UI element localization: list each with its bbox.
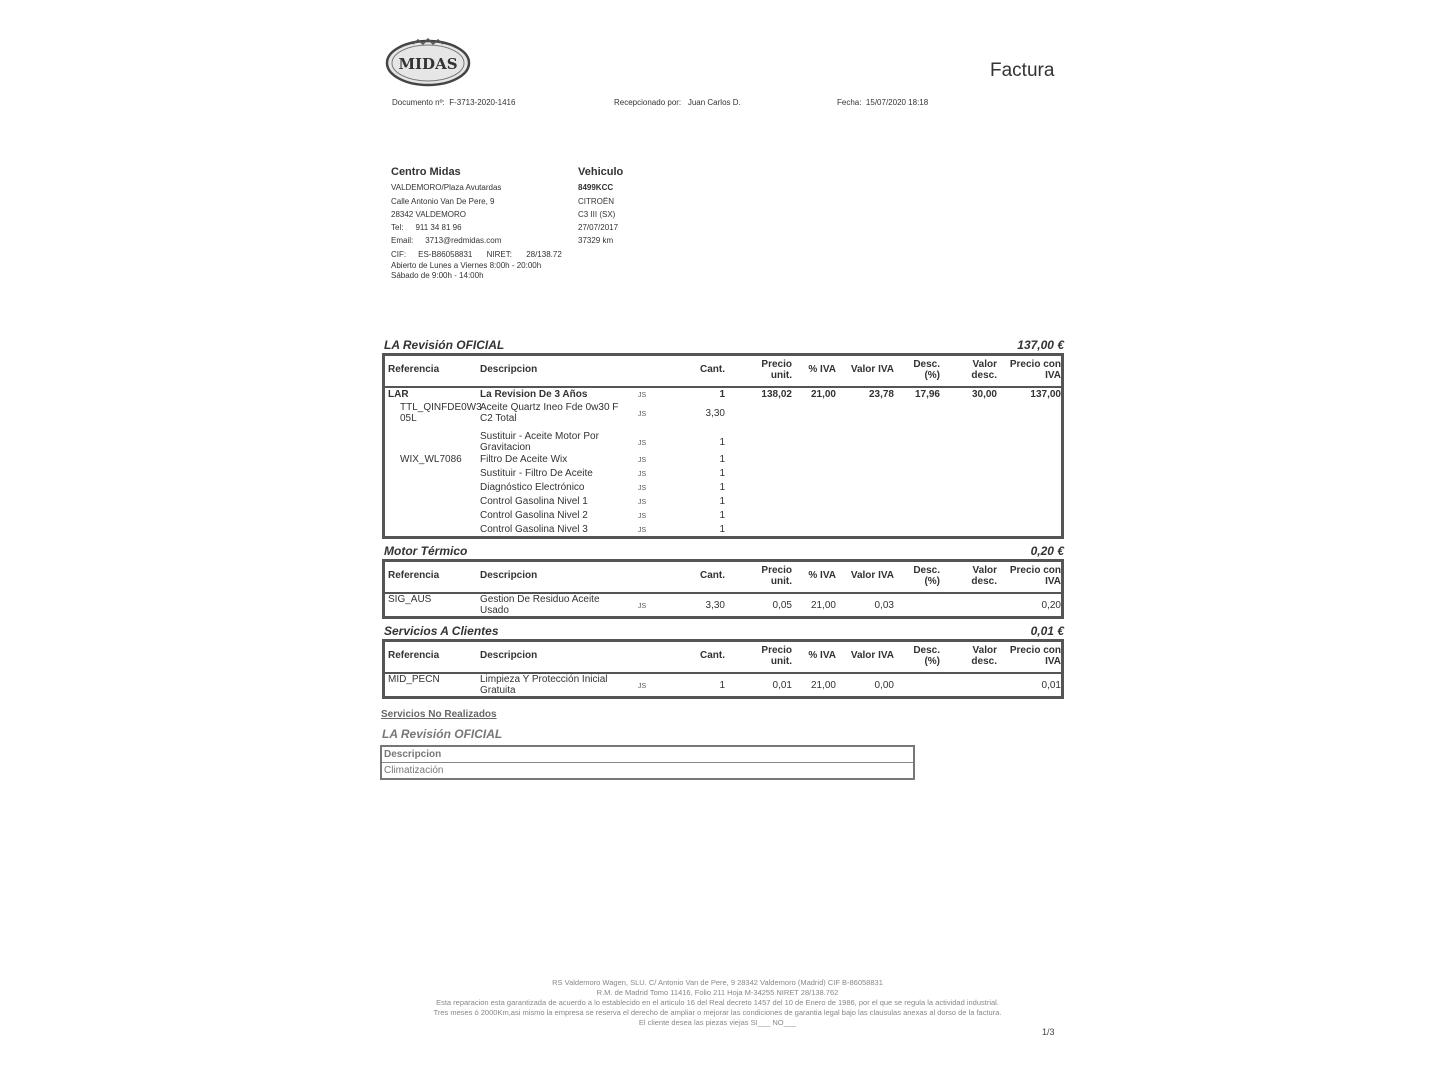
column-valor-desc: [927, 565, 997, 587]
column-referencia: Referencia: [388, 650, 440, 661]
header-line: Desc.: [913, 645, 940, 656]
column-iva: % IVA: [808, 650, 836, 661]
section-total: 0,01 €: [1030, 624, 1064, 638]
item-operario: JS: [638, 499, 647, 506]
centro-line: 28342 VALDEMORO: [391, 209, 466, 219]
header-line: desc.: [971, 576, 997, 587]
header-line: desc.: [971, 370, 997, 381]
header-line: Precio: [761, 645, 792, 656]
item-valor-iva: 0,03: [874, 600, 894, 611]
item-referencia: SIG_AUS: [388, 594, 432, 605]
item-descripcion: Control Gasolina Nivel 1: [480, 496, 588, 507]
item-valor-iva: 0,00: [874, 680, 894, 691]
item-iva: 21,00: [810, 389, 836, 400]
item-operario: JS: [638, 527, 647, 534]
no-realizados-header: Descripcion: [384, 749, 442, 760]
header-line: Desc.: [913, 359, 940, 370]
header-line: Valor: [972, 359, 997, 370]
item-precio-iva: 0,01: [1041, 680, 1061, 691]
item-precio-iva: 0,20: [1041, 600, 1061, 611]
section-total: 0,20 €: [1030, 544, 1064, 558]
item-valor-desc: 30,00: [971, 389, 997, 400]
column-precio-iva: [991, 645, 1061, 667]
item-descripcion: La Revision De 3 Años: [480, 389, 588, 400]
item-descripcion: Sustituir - Filtro De Aceite: [480, 468, 593, 479]
no-realizados-section: LA Revisión OFICIAL: [382, 727, 503, 741]
centro-line: VALDEMORO/Plaza Avutardas: [391, 183, 502, 193]
item-cantidad: 1: [719, 468, 725, 479]
header-line: (%): [924, 656, 940, 667]
column-referencia: Referencia: [388, 364, 440, 375]
item-iva: 21,00: [810, 600, 836, 611]
vehiculo-matricula: 8499KCC: [578, 183, 614, 193]
item-precio-iva: 137,00: [1030, 389, 1061, 400]
item-cantidad: 1: [719, 437, 725, 448]
column-valor-iva: Valor IVA: [850, 364, 894, 375]
item-operario: JS: [638, 603, 647, 610]
header-line: (%): [924, 576, 940, 587]
item-cantidad: 3,30: [705, 600, 725, 611]
centro-line: Calle Antonio Van De Pere, 9: [391, 196, 495, 206]
column-cant: Cant.: [700, 570, 725, 581]
footer-line: Esta reparacion esta garantizada de acuerdo a lo establecido en el articulo 16 del Real decreto 1457 del 10 de Enero de 1986, por el que se regula la actividad industrial.: [436, 998, 999, 1007]
centro-horario: Abierto de Lunes a Viernes 8:00h - 20:00h: [391, 261, 542, 271]
centro-tel: Tel: 911 34 81 96: [391, 223, 462, 233]
section-title: LA Revisión OFICIAL: [384, 338, 505, 352]
header-line: Valor: [972, 565, 997, 576]
column-valor-iva: Valor IVA: [850, 650, 894, 661]
item-descripcion: Control Gasolina Nivel 3: [480, 524, 588, 535]
page-number: 1/3: [1042, 1027, 1055, 1037]
item-cantidad: 1: [719, 496, 725, 507]
header-line: unit.: [770, 370, 792, 381]
items-table: [382, 559, 1064, 619]
header-line: Precio con: [1009, 565, 1061, 576]
item-descripcion: Control Gasolina Nivel 2: [480, 510, 588, 521]
header-line: (%): [924, 370, 940, 381]
column-valor-desc: [927, 359, 997, 381]
item-desc-pct: 17,96: [914, 389, 940, 400]
item-operario: JS: [638, 392, 647, 399]
table-header: [385, 642, 1061, 674]
footer-line: Tres meses ó 2000Km,asi mismo la empresa se reserva el derecho de ampliar o mejorar las condiciones de garantia legal bajo las clausulas anexas al dorso de la factura. El cliente desea las piezas viejas SI___ NO___: [433, 1008, 1002, 1027]
header-line: Desc.: [913, 565, 940, 576]
footer-line: RS Valdemoro Wagen, SLU. C/ Antonio Van de Pere, 9 28342 Valdemoro (Madrid) CIF B-86058831: [552, 978, 883, 987]
column-descripcion: Descripcion: [480, 570, 538, 581]
item-operario: JS: [638, 411, 647, 418]
item-descripcion: Aceite Quartz Ineo Fde 0w30 F C2 Total: [480, 402, 619, 424]
item-referencia: WIX_WL7086: [400, 454, 462, 465]
vehiculo-info: [578, 166, 623, 248]
item-precio-unit: 0,01: [772, 680, 792, 691]
column-cant: Cant.: [700, 364, 725, 375]
vehiculo-title: Vehiculo: [578, 166, 624, 178]
header-line: IVA: [1045, 656, 1061, 667]
header-line: IVA: [1045, 576, 1061, 587]
table-header: [385, 562, 1061, 594]
footer-line: R.M. de Madrid Tomo 11416, Folio 211 Hoja M-34255 NIRET 28/138.762: [596, 988, 839, 997]
header-line: IVA: [1045, 370, 1061, 381]
column-referencia: Referencia: [388, 570, 440, 581]
header-line: Precio: [761, 359, 792, 370]
item-referencia: TTL_QINFDE0W3 05L: [400, 402, 482, 424]
column-precio-iva: [991, 565, 1061, 587]
section-title: Motor Térmico: [384, 544, 468, 558]
item-precio-unit: 0,05: [772, 600, 792, 611]
column-valor-desc: [927, 645, 997, 667]
legal-footer: [430, 978, 1005, 1028]
item-cantidad: 3,30: [705, 408, 725, 419]
header-line: Valor: [972, 645, 997, 656]
item-descripcion: Diagnóstico Electrónico: [480, 482, 585, 493]
midas-logo: [385, 38, 471, 88]
item-operario: JS: [638, 440, 647, 447]
item-operario: JS: [638, 513, 647, 520]
item-valor-iva: 23,78: [868, 389, 894, 400]
no-realizados-table: [380, 745, 915, 780]
svg-text:MIDAS: MIDAS: [398, 55, 458, 73]
no-realizados-item: Climatización: [384, 765, 444, 776]
items-table: [382, 639, 1064, 699]
column-descripcion: Descripcion: [480, 650, 538, 661]
invoice-date: Fecha: 15/07/2020 18:18: [837, 98, 929, 107]
column-precio-iva: [991, 359, 1061, 381]
item-cantidad: 1: [719, 524, 725, 535]
document-number: Documento nº: F-3713-2020-1416: [392, 98, 516, 107]
header-line: Precio: [761, 565, 792, 576]
item-descripcion: Gestion De Residuo Aceite Usado: [480, 594, 600, 616]
column-cant: Cant.: [700, 650, 725, 661]
item-cantidad: 1: [719, 510, 725, 521]
item-cantidad: 1: [719, 680, 725, 691]
centro-email: Email: 3713@redmidas.com: [391, 236, 502, 246]
document-title: Factura: [990, 60, 1055, 81]
item-operario: JS: [638, 485, 647, 492]
received-by: Recepcionado por: Juan Carlos D.: [614, 98, 741, 107]
table-header: [385, 356, 1061, 388]
item-cantidad: 1: [719, 454, 725, 465]
item-descripcion: Sustituir - Aceite Motor Por Gravitacion: [480, 431, 599, 453]
column-iva: % IVA: [808, 570, 836, 581]
header-line: unit.: [770, 576, 792, 587]
item-descripcion: Filtro De Aceite Wix: [480, 454, 568, 465]
item-descripcion: Limpieza Y Protección Inicial Gratuita: [480, 674, 608, 696]
section-title: Servicios A Clientes: [384, 624, 499, 638]
centro-cif: CIF: ES-B86058831 NIRET: 28/138.72: [391, 249, 562, 259]
item-cantidad: 1: [719, 389, 725, 400]
vehiculo-fecha: 27/07/2017: [578, 223, 619, 233]
vehiculo-modelo: C3 III (SX): [578, 209, 616, 219]
section-total: 137,00 €: [1017, 338, 1064, 352]
item-operario: JS: [638, 683, 647, 690]
centro-horario: Sábado de 9:00h - 14:00h: [391, 271, 484, 281]
header-line: unit.: [770, 656, 792, 667]
item-referencia: MID_PECN: [388, 674, 440, 685]
item-precio-unit: 138,02: [761, 389, 792, 400]
items-table: [382, 353, 1064, 539]
no-realizados-title: Servicios No Realizados: [381, 709, 497, 720]
centro-info: [391, 166, 562, 281]
header-line: desc.: [971, 656, 997, 667]
vehiculo-km: 37329 km: [578, 236, 614, 246]
centro-title: Centro Midas: [391, 166, 461, 178]
item-referencia: LAR: [388, 389, 409, 400]
header-line: Precio con: [1009, 359, 1061, 370]
item-operario: JS: [638, 457, 647, 464]
column-iva: % IVA: [808, 364, 836, 375]
item-cantidad: 1: [719, 482, 725, 493]
divider: [382, 762, 913, 763]
item-operario: JS: [638, 471, 647, 478]
header-line: Precio con: [1009, 645, 1061, 656]
column-valor-iva: Valor IVA: [850, 570, 894, 581]
item-iva: 21,00: [810, 680, 836, 691]
vehiculo-marca: CITROËN: [578, 196, 614, 206]
column-descripcion: Descripcion: [480, 364, 538, 375]
